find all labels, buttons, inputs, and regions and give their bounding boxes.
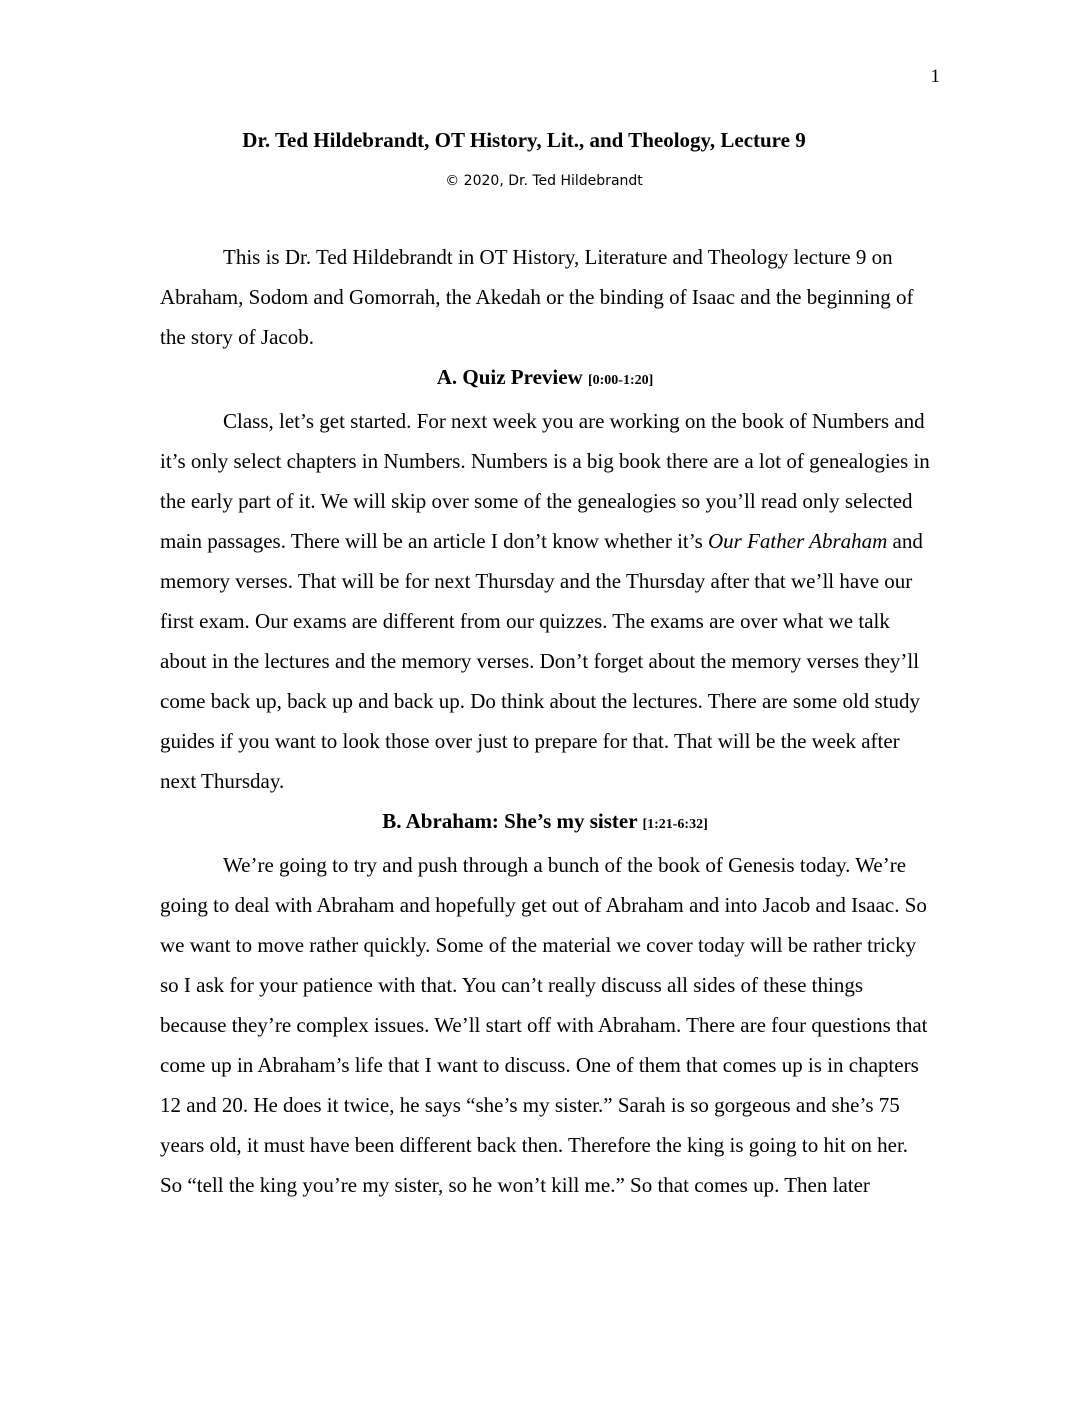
section-a-heading bbox=[160, 357, 930, 401]
book-title-italic: Our Father Abraham bbox=[708, 529, 888, 553]
document-body bbox=[160, 237, 930, 1205]
copyright-line: © 2020, Dr. Ted Hildebrandt bbox=[445, 173, 643, 189]
section-a-paragraph bbox=[160, 401, 930, 801]
section-a-timestamp: [0:00-1:20] bbox=[587, 373, 654, 388]
section-b-paragraph: We’re going to try and push through a bunch of the book of Genesis today. We’re going to deal with Abraham and hopefully get out of Abraham and into Jacob and Isaac. So we want to move rather quickly. Some of the material we cover today will be rather tricky so I ask for your patience with that. You can’t really discuss all sides of these things because they’re complex issues. We’ll start off with Abraham. There are four questions that come up in Abraham’s life that I want to discuss. One of them that comes up is in chapters 12 and 20. He does it twice, he says “she’s my sister.” Sarah is so gorgeous and she’s 75 years old, it must have been different back then. Therefore the king is going to hit on her. So “tell the king you’re my sister, so he won’t kill me.” So that comes up. Then later bbox=[160, 853, 928, 1197]
section-b-heading-label: B. Abraham: She’s my sister bbox=[382, 809, 638, 833]
section-b-timestamp: [1:21-6:32] bbox=[642, 817, 708, 832]
section-a-text-after: and memory verses. That will be for next Thursday and the Thursday after that we’ll have our first exam. Our exams are different from our quizzes. The exams are over what we talk about in the lectures and the memory verses. Don’t forget about the memory verses they’ll come back up, back up and back up. Do think about the lectures. There are some old study guides if you want to look those over just to prepare for that. That will be the week after next Thursday. bbox=[160, 529, 923, 793]
section-b-heading bbox=[160, 801, 930, 845]
section-a-heading-label: A. Quiz Preview bbox=[436, 365, 583, 389]
intro-paragraph: This is Dr. Ted Hildebrandt in OT History, Literature and Theology lecture 9 on Abraham, Sodom and Gomorrah, the Akedah or the binding of Isaac and the beginning of the story of Jacob. bbox=[160, 245, 914, 349]
document-title: Dr. Ted Hildebrandt, OT History, Lit., and Theology, Lecture 9 bbox=[242, 128, 806, 152]
section-a-text-before: Class, let’s get started. For next week you are working on the book of Numbers and it’s only select chapters in Numbers. Numbers is a big book there are a lot of genealogies in the early part of it. We will skip over some of the genealogies so you’ll read only selected main passages. There will be an article I don’t know whether it’s bbox=[160, 409, 930, 553]
page-number: 1 bbox=[930, 66, 940, 87]
